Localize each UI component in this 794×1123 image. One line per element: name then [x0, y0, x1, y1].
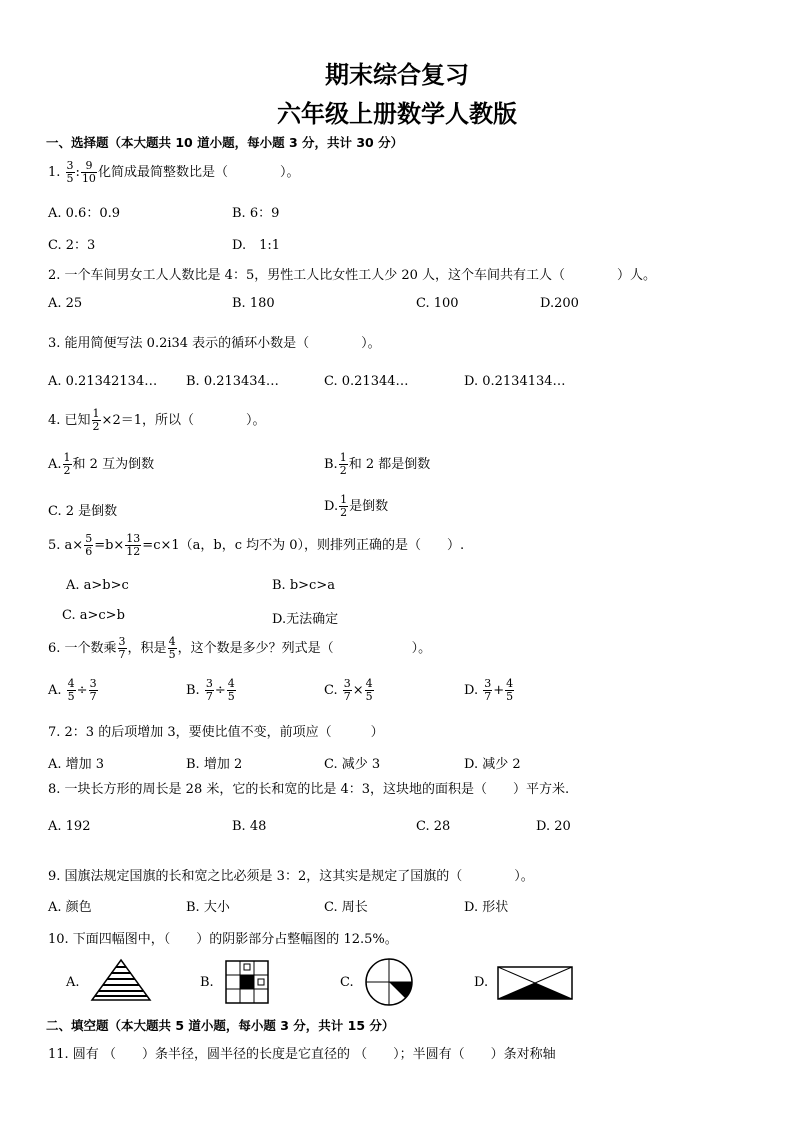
q4-option-c: C. 2 是倒数: [48, 504, 118, 519]
question-10: 10. 下面四幅图中，（ ）的阴影部分占整幅图的 12.5%。: [48, 932, 398, 947]
section-heading-fill: 二、填空题（本大题共 5 道小题，每小题 3 分，共计 15 分）: [46, 1018, 395, 1033]
q3-option-c: C. 0.21344…: [324, 374, 409, 389]
question-7: 7. 2：3 的后项增加 3，要使比值不变，前项应（ ）: [48, 725, 384, 740]
q2-option-c: C. 100: [416, 296, 459, 311]
q6-option-c: C. $\frac{3}{7}$ × $\frac{4}{5}$: [324, 677, 373, 703]
q2-option-d: D.200: [540, 296, 579, 311]
q1-option-c: C. 2：3: [48, 238, 96, 253]
q1-option-b: B. 6：9: [232, 206, 280, 221]
fraction: $\frac{1}{2}$: [92, 407, 100, 433]
q9-option-a: A. 颜色: [48, 900, 92, 915]
q6-option-a: A. $\frac{4}{5}$ ÷ $\frac{3}{7}$: [48, 677, 97, 703]
question-11: 11. 圆有 （ ）条半径，圆半径的长度是它直径的 （ ）；半圆有（ ）条对称轴: [48, 1047, 556, 1062]
section-heading-choice: 一、选择题（本大题共 10 道小题，每小题 3 分，共计 30 分）: [46, 135, 404, 150]
q1-option-d: D. 1:1: [232, 238, 281, 253]
question-8: 8. 一块长方形的周长是 28 米，它的长和宽的比是 4：3，这块地的面积是（ ）平方米.: [48, 782, 570, 797]
q10-option-a-label: A.: [66, 975, 80, 990]
triangle-figure: [90, 958, 152, 1002]
q2-option-a: A. 25: [48, 296, 83, 311]
fraction: $\frac{9}{10}$: [81, 159, 96, 185]
question-4: 4. 已知 $\frac{1}{2}$ ×2＝1，所以（ ）。: [48, 407, 266, 433]
q8-option-c: C. 28: [416, 819, 451, 834]
q10-option-c-label: C.: [340, 975, 354, 990]
q8-option-a: A. 192: [48, 819, 91, 834]
q1-option-a: A. 0.6：0.9: [48, 206, 121, 221]
q9-option-b: B. 大小: [186, 900, 230, 915]
fraction: $\frac{3}{5}$: [66, 159, 74, 185]
grid-figure: [225, 960, 269, 1004]
question-6: 6. 一个数乘 $\frac{3}{7}$ ，积是 $\frac{4}{5}$ ，这个数是多少？列式是（ ）。: [48, 635, 432, 661]
q5-option-a: A. a>b>c: [66, 578, 129, 593]
q4-option-d: D. $\frac{1}{2}$ 是倒数: [324, 493, 389, 519]
q7-option-a: A. 增加 3: [48, 757, 105, 772]
circle-figure: [364, 957, 414, 1007]
q9-option-d: D. 形状: [464, 900, 509, 915]
page-subtitle: 六年级上册数学人教版: [277, 100, 517, 128]
q10-option-b-label: B.: [200, 975, 214, 990]
q8-option-b: B. 48: [232, 819, 267, 834]
question-9: 9. 国旗法规定国旗的长和宽之比必须是 3：2，这其实是规定了国旗的（ ）。: [48, 869, 534, 884]
q2-option-b: B. 180: [232, 296, 275, 311]
q3-option-a: A. 0.21342134…: [48, 374, 158, 389]
q10-option-d-label: D.: [474, 975, 489, 990]
q6-option-b: B. $\frac{3}{7}$ ÷ $\frac{4}{5}$: [186, 677, 235, 703]
q9-option-c: C. 周长: [324, 900, 368, 915]
q7-option-c: C. 减少 3: [324, 757, 381, 772]
question-2: 2. 一个车间男女工人人数比是 4：5，男性工人比女性工人少 20 人，这个车间共有工人（ ）人。: [48, 268, 657, 283]
question-5: 5. a× $\frac{5}{6}$ =b× $\frac{13}{12}$ =c×1（a，b，c 均不为 0），则排列正确的是（ ）.: [48, 532, 465, 558]
q5-option-b: B. b>c>a: [272, 578, 335, 593]
q6-option-d: D. $\frac{3}{7}$ + $\frac{4}{5}$: [464, 677, 514, 703]
question-3: 3. 能用简便写法 0.2i34 表示的循环小数是（ ）。: [48, 336, 381, 351]
q7-option-b: B. 增加 2: [186, 757, 243, 772]
q3-option-b: B. 0.213434…: [186, 374, 279, 389]
q4-option-a: A. $\frac{1}{2}$ 和 2 互为倒数: [48, 451, 155, 477]
q7-option-d: D. 减少 2: [464, 757, 521, 772]
q3-option-d: D. 0.2134134…: [464, 374, 566, 389]
question-1: 1. $\frac{3}{5}$ : $\frac{9}{10}$ 化简成最简整数比是（ ）。: [48, 159, 300, 185]
q5-option-d: D.无法确定: [272, 612, 339, 627]
page-title: 期末综合复习: [325, 61, 469, 89]
rectangle-figure: [497, 966, 573, 1000]
q4-option-b: B. $\frac{1}{2}$ 和 2 都是倒数: [324, 451, 431, 477]
q5-option-c: C. a>c>b: [62, 608, 125, 623]
q8-option-d: D. 20: [536, 819, 571, 834]
